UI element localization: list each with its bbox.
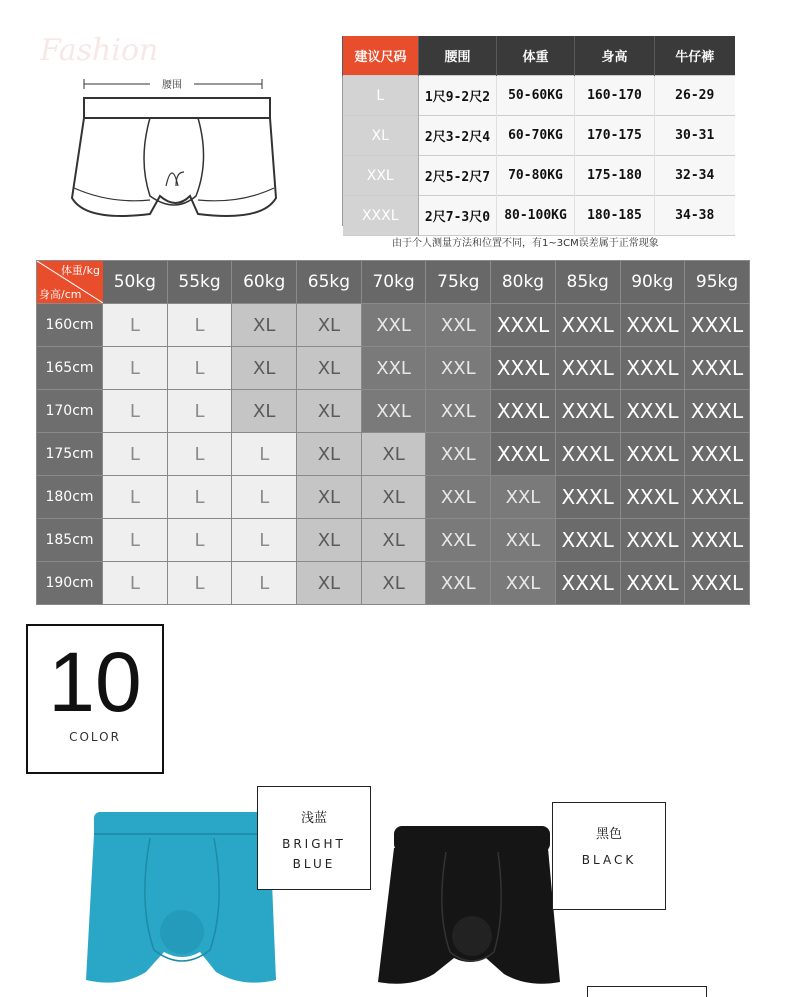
size-cell: XL [361, 562, 426, 605]
color-name-zh: 浅蓝 [300, 811, 327, 826]
underwear-outline-illustration [0, 0, 340, 240]
weight-value: 70-80KG [497, 156, 575, 196]
weight-value: 50-60KG [497, 76, 575, 116]
grid-row [37, 562, 750, 605]
size-cell: XXL [491, 562, 556, 605]
size-cell: XL [297, 304, 362, 347]
color-count-word: COLOR [69, 730, 121, 744]
grid-corner [37, 261, 103, 304]
weight-value: 80-100KG [497, 196, 575, 236]
color-name-en-line1: BRIGHT [282, 837, 346, 851]
grid-row [37, 390, 750, 433]
color-name-zh: 黑色 [595, 827, 622, 842]
size-cell: L [103, 433, 168, 476]
size-cell: XXXL [491, 433, 556, 476]
height-value: 175-180 [575, 156, 655, 196]
size-cell: L [167, 390, 232, 433]
size-table-header: 建议尺码 [343, 36, 419, 76]
grid-row [37, 347, 750, 390]
height-value: 180-185 [575, 196, 655, 236]
size-table-header: 腰围 [419, 36, 497, 76]
size-cell: XXXL [555, 562, 620, 605]
size-row [343, 76, 735, 116]
size-cell: XXXL [685, 476, 750, 519]
height-axis-label: 身高/cm [39, 288, 82, 301]
size-cell: XXXL [620, 347, 685, 390]
size-cell: XXL [426, 476, 491, 519]
jeans-value: 34-38 [655, 196, 735, 236]
waist-value: 2尺3-2尺4 [419, 116, 497, 156]
height-row-header: 185cm [37, 519, 103, 562]
waist-value: 2尺7-3尺0 [419, 196, 497, 236]
size-cell: XXL [426, 562, 491, 605]
size-cell: L [232, 562, 297, 605]
next-color-label-edge [587, 986, 707, 997]
size-cell: XXXL [685, 519, 750, 562]
waist-value: 2尺5-2尺7 [419, 156, 497, 196]
size-cell: L [167, 519, 232, 562]
size-cell: XXL [361, 304, 426, 347]
size-cell: XXXL [685, 562, 750, 605]
size-cell: XXL [491, 519, 556, 562]
size-cell: XXXL [620, 304, 685, 347]
size-table-header: 体重 [497, 36, 575, 76]
color-name-en-line2: BLUE [292, 857, 336, 871]
weight-column-header: 70kg [361, 261, 426, 304]
size-cell: XXL [426, 433, 491, 476]
blue-briefs-image [80, 812, 280, 990]
size-cell: XXXL [685, 304, 750, 347]
height-value: 160-170 [575, 76, 655, 116]
weight-column-header: 75kg [426, 261, 491, 304]
underwear-sketch [0, 0, 340, 240]
height-row-header: 190cm [37, 562, 103, 605]
grid-row [37, 519, 750, 562]
size-cell: XXXL [620, 562, 685, 605]
size-table [342, 36, 735, 236]
size-cell: XXXL [685, 433, 750, 476]
height-row-header: 160cm [37, 304, 103, 347]
product-image-bright-blue [80, 812, 280, 994]
size-cell: XXXL [491, 390, 556, 433]
size-cell: XXXL [620, 476, 685, 519]
size-cell: XXL [426, 519, 491, 562]
size-cell: L [103, 390, 168, 433]
size-code: L [343, 76, 419, 116]
black-briefs-image [370, 826, 566, 986]
size-cell: XXL [426, 390, 491, 433]
size-code: XXXL [343, 196, 419, 236]
size-cell: L [167, 433, 232, 476]
color-label-bright-blue [257, 786, 371, 890]
size-cell: XL [232, 304, 297, 347]
color-name-en: BLACK [581, 853, 637, 867]
size-cell: XXXL [555, 476, 620, 519]
size-cell: XXL [426, 304, 491, 347]
size-cell: XL [297, 433, 362, 476]
size-cell: L [232, 476, 297, 519]
waist-label: 腰围 [162, 80, 182, 91]
size-cell: XL [297, 347, 362, 390]
waist-value: 1尺9-2尺2 [419, 76, 497, 116]
size-cell: L [167, 562, 232, 605]
color-count-number: 10 [48, 635, 142, 729]
size-cell: L [103, 304, 168, 347]
size-cell: L [103, 562, 168, 605]
size-cell: L [232, 519, 297, 562]
size-cell: XL [361, 519, 426, 562]
size-cell: XXXL [491, 304, 556, 347]
size-row [343, 156, 735, 196]
size-cell: XXXL [685, 347, 750, 390]
size-table-header: 牛仔裤 [655, 36, 735, 76]
svg-text:Fashion: Fashion [40, 33, 159, 68]
size-cell: XL [297, 562, 362, 605]
size-cell: XXL [361, 347, 426, 390]
weight-column-header: 60kg [232, 261, 297, 304]
size-cell: L [167, 347, 232, 390]
weight-value: 60-70KG [497, 116, 575, 156]
product-image-black [370, 826, 566, 990]
weight-column-header: 80kg [491, 261, 556, 304]
measurement-note: 由于个人测量方法和位置不同，有1~3CM误差属于正常现象 [392, 238, 659, 249]
size-cell: XL [361, 476, 426, 519]
size-cell: XL [232, 390, 297, 433]
size-cell: XXXL [555, 390, 620, 433]
weight-column-header: 50kg [103, 261, 168, 304]
weight-column-header: 85kg [555, 261, 620, 304]
size-cell: XXXL [620, 390, 685, 433]
size-cell: XXXL [555, 519, 620, 562]
size-cell: XL [361, 433, 426, 476]
color-count-box [26, 624, 164, 774]
size-cell: L [103, 347, 168, 390]
height-row-header: 165cm [37, 347, 103, 390]
size-cell: L [167, 304, 232, 347]
size-cell: XXXL [555, 433, 620, 476]
size-table-header: 身高 [575, 36, 655, 76]
size-cell: XXL [426, 347, 491, 390]
weight-column-header: 90kg [620, 261, 685, 304]
jeans-value: 26-29 [655, 76, 735, 116]
size-cell: XXXL [555, 304, 620, 347]
color-name-en [258, 834, 370, 874]
weight-height-size-grid [36, 260, 750, 605]
grid-row [37, 433, 750, 476]
size-code: XXL [343, 156, 419, 196]
jeans-value: 32-34 [655, 156, 735, 196]
grid-row [37, 304, 750, 347]
size-cell: XL [297, 390, 362, 433]
size-cell: L [167, 476, 232, 519]
size-row [343, 196, 735, 236]
height-row-header: 180cm [37, 476, 103, 519]
jeans-value: 30-31 [655, 116, 735, 156]
weight-axis-label: 体重/kg [60, 264, 100, 277]
height-row-header: 175cm [37, 433, 103, 476]
size-code: XL [343, 116, 419, 156]
size-cell: XXXL [620, 519, 685, 562]
weight-column-header: 65kg [297, 261, 362, 304]
height-row-header: 170cm [37, 390, 103, 433]
size-cell: XL [232, 347, 297, 390]
size-cell: XXXL [555, 347, 620, 390]
grid-row [37, 476, 750, 519]
size-cell: L [232, 433, 297, 476]
weight-column-header: 95kg [685, 261, 750, 304]
weight-column-header: 55kg [167, 261, 232, 304]
color-label-black [552, 802, 666, 910]
size-cell: L [103, 476, 168, 519]
size-cell: XXXL [685, 390, 750, 433]
size-row [343, 116, 735, 156]
size-cell: XXXL [620, 433, 685, 476]
size-cell: L [103, 519, 168, 562]
size-cell: XL [297, 476, 362, 519]
size-cell: XXXL [491, 347, 556, 390]
size-cell: XXL [361, 390, 426, 433]
height-value: 170-175 [575, 116, 655, 156]
size-cell: XL [297, 519, 362, 562]
size-cell: XXL [491, 476, 556, 519]
